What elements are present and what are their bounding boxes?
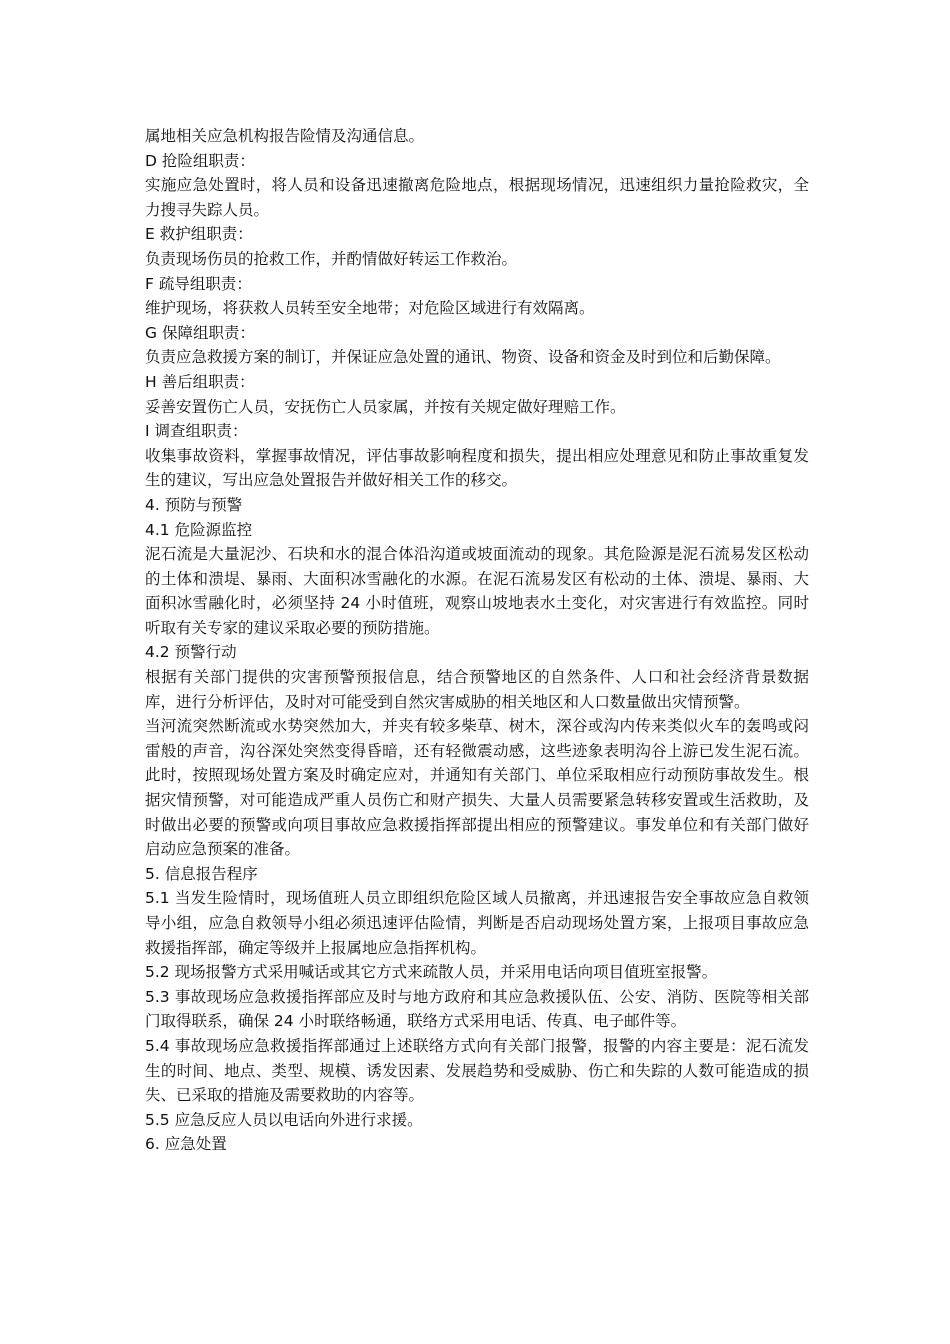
- document-body: [145, 124, 809, 1157]
- heading-investigation-team: I 调查组职责：: [145, 422, 248, 441]
- paragraph-hazard-monitoring: 泥石流是大量泥沙、石块和水的混合体沿沟道或坡面流动的现象。其危险源是泥石流易发区松动的土体和溃堤、暴雨、大面积冰雪融化的水源。在泥石流易发区有松动的土体、溃堤、暴雨、大面积冰雪融化时，必须坚持 24 小时值班，观察山坡地表水土变化，对灾害进行有效监控。同时听取有关专家的建议采取必要的预防措施。: [145, 545, 809, 637]
- paragraph-evacuation-team: 维护现场，将获救人员转至安全地带；对危险区域进行有效隔离。: [145, 299, 595, 318]
- paragraph-rescue-team: 实施应急处置时，将人员和设备迅速撤离危险地点，根据现场情况，迅速组织力量抢险救灾，全力搜寻失踪人员。: [145, 176, 809, 219]
- paragraph-investigation-team: 收集事故资料，掌握事故情况，评估事故影响程度和损失，提出相应处理意见和防止事故重复发生的建议，写出应急处置报告并做好相关工作的移交。: [145, 446, 809, 490]
- paragraph-warning-action-2: 当河流突然断流或水势突然加大，并夹有较多柴草、树木，深谷或沟内传来类似火车的轰鸣或闷雷般的声音，沟谷深处突然变得昏暗，还有轻微震动感，这些迹象表明沟谷上游已发生泥石流。此时，按照现场处置方案及时确定应对，并通知有关部门、单位采取相应行动预防事故发生。根据灾情预警，对可能造成严重人员伤亡和财产损失、大量人员需要紧急转移安置或生活救助，及时做出必要的预警或向项目事故应急救援指挥部提出相应的预警建议。事发单位和有关部门做好启动应急预案的准备。: [145, 717, 809, 859]
- paragraph-reporting-5-5: 5.5 应急反应人员以电话向外进行求援。: [145, 1110, 423, 1129]
- paragraph-reporting-5-3: 5.3 事故现场应急救援指挥部应及时与地方政府和其应急救援队伍、公安、消防、医院等相关部门取得联系，确保 24 小时联络畅通，联络方式采用电话、传真、电子邮件等。: [145, 987, 809, 1031]
- paragraph-reporting-5-4: 5.4 事故现场应急救援指挥部通过上述联络方式向有关部门报警，报警的内容主要是：泥石流发生的时间、地点、类型、规模、诱发因素、发展趋势和受威胁、伤亡和失踪的人数可能造成的损失、已采取的措施及需要救助的内容等。: [145, 1036, 809, 1105]
- heading-rescue-team: D 抢险组职责：: [145, 151, 255, 170]
- heading-support-team: G 保障组职责：: [145, 323, 255, 342]
- section-heading-prevention: 4. 预防与预警: [145, 495, 243, 514]
- paragraph-reporting-5-1: 5.1 当发生险情时，现场值班人员立即组织危险区域人员撤离，并迅速报告安全事故应急自救领导小组，应急自救领导小组必须迅速评估险情，判断是否启动现场处置方案，上报项目事故应急救援指挥部，确定等级并上报属地应急指挥机构。: [145, 889, 809, 957]
- heading-aftermath-team: H 善后组职责：: [145, 372, 255, 391]
- heading-medical-team: E 救护组职责：: [145, 225, 253, 244]
- paragraph-aftermath-team: 妥善安置伤亡人员，安抚伤亡人员家属，并按有关规定做好理赔工作。: [145, 397, 626, 416]
- section-heading-emergency-response: 6. 应急处置: [145, 1135, 227, 1154]
- subsection-heading-hazard-monitoring: 4.1 危险源监控: [145, 520, 253, 539]
- paragraph-medical-team: 负责现场伤员的抢救工作，并酌情做好转运工作救治。: [145, 249, 518, 268]
- paragraph-support-team: 负责应急救援方案的制订，并保证应急处置的通讯、物资、设备和资金及时到位和后勤保障。: [145, 348, 781, 367]
- paragraph-reporting-tail: 属地相关应急机构报告险情及沟通信息。: [145, 127, 425, 145]
- section-heading-reporting: 5. 信息报告程序: [145, 864, 258, 883]
- paragraph-warning-action-1: 根据有关部门提供的灾害预警预报信息，结合预警地区的自然条件、人口和社会经济背景数据库，进行分析评估，及时对可能受到自然灾害威胁的相关地区和人口数量做出灾情预警。: [145, 668, 809, 711]
- heading-evacuation-team: F 疏导组职责：: [145, 274, 252, 293]
- paragraph-reporting-5-2: 5.2 现场报警方式采用喊话或其它方式来疏散人员，并采用电话向项目值班室报警。: [145, 963, 718, 982]
- subsection-heading-warning-action: 4.2 预警行动: [145, 643, 237, 662]
